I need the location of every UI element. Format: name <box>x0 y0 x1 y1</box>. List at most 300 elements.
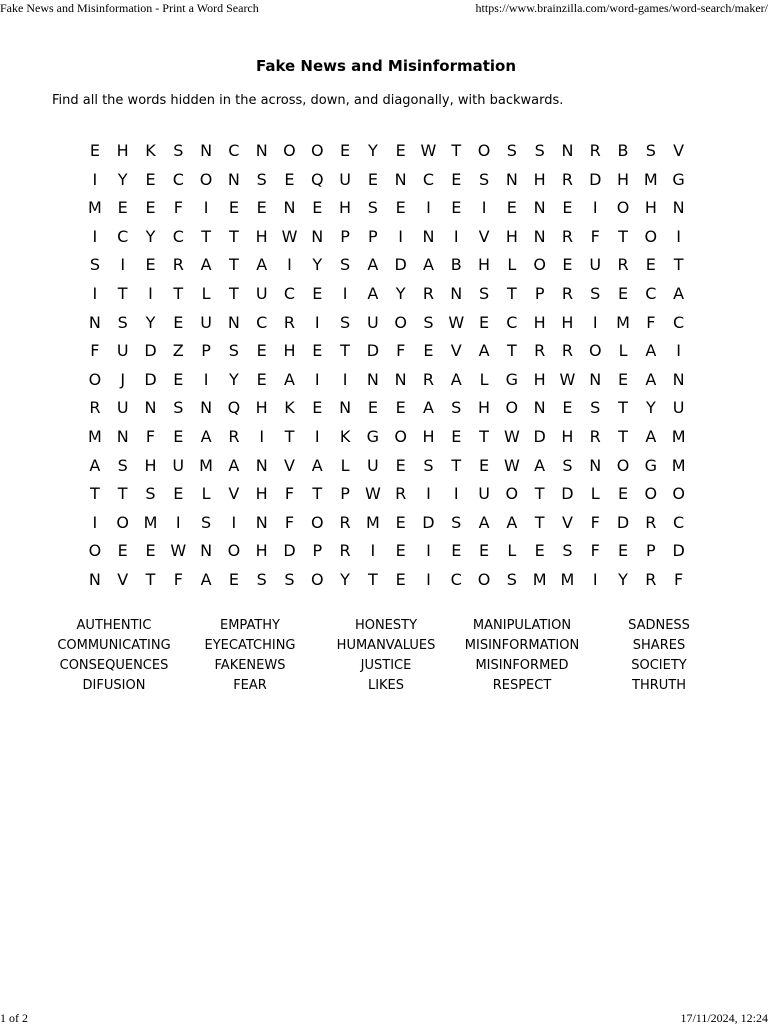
grid-letter: S <box>590 398 601 418</box>
grid-letter: C <box>673 312 685 332</box>
grid-letter: S <box>478 283 490 303</box>
grid-letter: E <box>451 169 462 189</box>
grid-letter: N <box>561 141 574 160</box>
grid-letter: T <box>618 398 628 418</box>
grid-letter: H <box>478 255 491 275</box>
grid-letter: F <box>590 541 600 561</box>
grid-letter: A <box>422 255 434 275</box>
grid-letter: R <box>645 569 657 589</box>
grid-letter: F <box>284 512 295 532</box>
grid-letter: H <box>561 312 574 332</box>
grid-letter: S <box>562 455 573 475</box>
grid-letter: G <box>644 455 658 475</box>
grid-letter: B <box>450 255 462 275</box>
grid-letter: E <box>89 141 100 160</box>
word-list-item: HONESTY <box>354 618 418 633</box>
grid-letter: O <box>394 426 407 446</box>
grid-letter: M <box>532 569 547 589</box>
grid-letter: P <box>340 226 350 246</box>
grid-letter: I <box>314 312 320 332</box>
grid-letter: P <box>368 226 378 246</box>
grid-letter: O <box>644 226 658 246</box>
grid-letter: V <box>561 512 573 532</box>
grid-letter: E <box>479 312 490 332</box>
grid-letter: E <box>256 198 267 218</box>
grid-letter: T <box>673 255 684 275</box>
grid-letter: O <box>88 369 102 389</box>
grid-row <box>81 423 693 452</box>
grid-letter: S <box>478 169 490 189</box>
grid-letter: R <box>589 141 601 160</box>
grid-letter: T <box>506 341 517 361</box>
word-list-item: SHARES <box>632 638 686 653</box>
grid-letter: H <box>255 226 268 246</box>
grid-letter: Y <box>395 283 406 303</box>
grid-letter: T <box>284 426 295 446</box>
grid-letter: O <box>505 484 519 504</box>
grid-letter: O <box>616 455 630 475</box>
grid-letter: F <box>590 512 600 532</box>
grid-letter: H <box>533 369 546 389</box>
grid-letter: T <box>228 255 239 275</box>
grid-letter: I <box>342 369 348 389</box>
grid-letter: R <box>339 512 351 532</box>
grid-letter: S <box>423 455 434 475</box>
grid-letter: S <box>117 312 128 332</box>
word-list-item: MISINFORMED <box>475 658 569 673</box>
grid-letter: R <box>617 255 629 275</box>
grid-letter: H <box>478 398 491 418</box>
grid-letter: A <box>478 341 490 361</box>
grid-letter: N <box>283 198 296 218</box>
grid-letter: R <box>395 484 407 504</box>
grid-letter: S <box>228 341 239 361</box>
grid-letter: I <box>453 484 459 504</box>
grid-letter: O <box>477 569 491 589</box>
grid-letter: E <box>117 198 128 218</box>
word-list-item: THRUTH <box>632 678 686 693</box>
grid-letter: U <box>589 255 602 275</box>
grid-letter: W <box>448 312 465 332</box>
grid-letter: Z <box>172 341 184 361</box>
grid-letter: T <box>451 141 462 160</box>
word-list-item: EMPATHY <box>220 618 280 633</box>
grid-letter: S <box>173 398 184 418</box>
grid-letter: R <box>283 312 296 332</box>
grid-letter: A <box>200 569 212 589</box>
grid-letter: J <box>120 369 126 389</box>
grid-letter: N <box>422 226 435 246</box>
grid-letter: F <box>674 569 684 589</box>
grid-letter: Y <box>145 226 156 246</box>
print-header-url: https://www.brainzilla.com/word-games/word-search/maker/ <box>475 1 768 15</box>
grid-letter: I <box>426 198 431 218</box>
grid-row <box>81 194 693 223</box>
grid-letter: T <box>117 484 128 504</box>
grid-letter: M <box>671 455 686 475</box>
grid-letter: E <box>145 255 156 275</box>
grid-letter: T <box>228 226 239 246</box>
grid-letter: L <box>618 341 628 361</box>
grid-letter: Y <box>145 312 156 332</box>
grid-letter: M <box>87 426 102 446</box>
grid-letter: V <box>284 455 295 475</box>
grid-letter: H <box>617 169 630 189</box>
grid-letter: O <box>310 141 324 160</box>
grid-letter: O <box>227 541 241 561</box>
grid-letter: E <box>228 198 239 218</box>
print-footer-datetime: 17/11/2024, 12:24 <box>680 1011 768 1025</box>
grid-letter: F <box>145 426 156 446</box>
grid-letter: R <box>339 541 351 561</box>
grid-letter: I <box>398 226 404 246</box>
grid-letter: C <box>228 141 240 160</box>
grid-letter: E <box>173 369 184 389</box>
grid-letter: V <box>228 484 240 504</box>
grid-letter: E <box>312 341 323 361</box>
grid-letter: A <box>478 512 490 532</box>
grid-letter: I <box>120 255 126 275</box>
grid-letter: N <box>450 283 463 303</box>
grid-letter: H <box>561 426 574 446</box>
grid-letter: N <box>589 455 602 475</box>
grid-letter: G <box>505 369 519 389</box>
grid-letter: H <box>144 455 157 475</box>
grid-letter: P <box>340 484 350 504</box>
grid-letter: I <box>92 283 98 303</box>
grid-letter: E <box>117 541 128 561</box>
grid-row <box>81 166 693 195</box>
print-footer-page-number: 1 of 2 <box>0 1011 28 1025</box>
grid-letter: A <box>422 398 434 418</box>
grid-letter: C <box>450 569 462 589</box>
grid-letter: I <box>676 226 681 246</box>
word-list-item: FAKENEWS <box>214 658 286 673</box>
grid-letter: P <box>201 341 211 361</box>
grid-letter: A <box>367 255 379 275</box>
grid-letter: F <box>173 198 183 218</box>
grid-letter: A <box>645 369 657 389</box>
word-list <box>46 616 728 696</box>
grid-letter: E <box>340 141 351 160</box>
grid-letter: N <box>144 398 157 418</box>
grid-letter: E <box>228 569 239 589</box>
grid-letter: E <box>284 169 295 189</box>
grid-letter: F <box>590 226 600 246</box>
grid-letter: N <box>394 369 407 389</box>
grid-letter: N <box>311 226 324 246</box>
grid-letter: U <box>116 398 129 418</box>
grid-letter: L <box>507 255 517 275</box>
grid-letter: N <box>505 169 518 189</box>
grid-letter: A <box>200 426 212 446</box>
grid-letter: P <box>312 541 323 561</box>
grid-letter: U <box>172 455 185 475</box>
grid-letter: E <box>617 283 629 303</box>
grid-letter: E <box>395 512 406 532</box>
grid-letter: T <box>479 426 489 446</box>
grid-letter: N <box>672 369 685 389</box>
grid-letter: U <box>367 312 379 332</box>
grid-letter: U <box>367 455 379 475</box>
grid-letter: S <box>89 255 100 275</box>
grid-letter: E <box>145 198 156 218</box>
grid-letter: N <box>255 455 268 475</box>
grid-letter: V <box>450 341 462 361</box>
grid-row <box>81 537 693 566</box>
grid-letter: O <box>505 398 519 418</box>
grid-letter: A <box>645 426 657 446</box>
grid-letter: A <box>450 369 462 389</box>
grid-letter: E <box>506 198 517 218</box>
grid-letter: N <box>672 198 685 218</box>
grid-letter: A <box>645 341 657 361</box>
grid-letter: K <box>145 141 156 160</box>
grid-letter: Y <box>228 369 239 389</box>
grid-letter: E <box>451 426 462 446</box>
grid-letter: S <box>506 141 517 160</box>
grid-letter: G <box>366 426 380 446</box>
grid-letter: H <box>255 484 268 504</box>
word-list-item: RESPECT <box>492 678 552 693</box>
grid-letter: I <box>175 512 181 532</box>
grid-letter: I <box>426 484 431 504</box>
grid-letter: S <box>451 512 462 532</box>
grid-letter: I <box>231 512 237 532</box>
grid-letter: E <box>312 198 323 218</box>
grid-letter: A <box>284 369 295 389</box>
grid-letter: C <box>673 512 685 532</box>
word-column <box>590 616 728 696</box>
grid-letter: Y <box>117 169 128 189</box>
grid-letter: E <box>395 398 406 418</box>
grid-letter: N <box>366 369 379 389</box>
grid-letter: O <box>310 512 324 532</box>
grid-row <box>81 480 693 509</box>
grid-letter: E <box>562 255 573 275</box>
grid-letter: N <box>255 512 268 532</box>
grid-letter: Q <box>310 169 324 189</box>
grid-letter: W <box>503 455 520 475</box>
grid-letter: D <box>616 512 630 532</box>
grid-letter: L <box>201 484 211 504</box>
grid-letter: W <box>420 141 437 160</box>
grid-letter: U <box>339 169 351 189</box>
grid-letter: S <box>256 569 267 589</box>
grid-letter: N <box>533 226 546 246</box>
word-list-item: LIKES <box>367 678 405 693</box>
grid-letter: D <box>589 169 602 189</box>
grid-letter: O <box>116 512 129 532</box>
grid-letter: W <box>170 541 187 561</box>
grid-letter: S <box>534 141 545 160</box>
grid-letter: E <box>173 312 184 332</box>
grid-letter: E <box>423 341 434 361</box>
grid-letter: T <box>145 569 156 589</box>
word-list-item: AUTHENTIC <box>76 618 152 633</box>
grid-letter: C <box>172 169 184 189</box>
grid-letter: M <box>87 198 102 218</box>
grid-letter: S <box>367 198 378 218</box>
grid-letter: C <box>256 312 268 332</box>
grid-letter: N <box>589 369 602 389</box>
grid-letter: A <box>228 455 240 475</box>
grid-letter: V <box>478 226 490 246</box>
grid-letter: E <box>367 169 378 189</box>
grid-letter: E <box>534 541 545 561</box>
grid-letter: E <box>256 369 267 389</box>
grid-letter: S <box>423 312 434 332</box>
word-list-item: SOCIETY <box>631 658 687 673</box>
grid-letter: N <box>116 426 129 446</box>
grid-letter: T <box>367 569 378 589</box>
grid-letter: U <box>255 283 268 303</box>
grid-letter: F <box>284 484 295 504</box>
grid-letter: E <box>312 283 323 303</box>
grid-letter: D <box>422 512 435 532</box>
grid-letter: I <box>314 426 320 446</box>
grid-letter: E <box>395 198 406 218</box>
grid-letter: E <box>395 569 406 589</box>
grid-letter: R <box>89 398 101 418</box>
grid-letter: W <box>559 369 576 389</box>
grid-letter: A <box>200 255 212 275</box>
grid-letter: Y <box>340 569 350 589</box>
grid-letter: E <box>479 541 490 561</box>
grid-letter: E <box>312 398 323 418</box>
grid-letter: N <box>533 198 546 218</box>
grid-letter: S <box>339 312 351 332</box>
grid-letter: I <box>676 341 681 361</box>
grid-letter: U <box>672 398 685 418</box>
grid-letter: S <box>506 569 517 589</box>
grid-letter: A <box>311 455 323 475</box>
word-column <box>46 616 182 696</box>
grid-letter: T <box>506 283 517 303</box>
grid-letter: I <box>287 255 292 275</box>
grid-letter: O <box>88 541 102 561</box>
grid-letter: I <box>592 312 598 332</box>
grid-letter: E <box>173 484 184 504</box>
grid-letter: F <box>646 312 656 332</box>
grid-letter: N <box>394 169 407 189</box>
grid-letter: N <box>255 141 268 160</box>
grid-letter: O <box>199 169 213 189</box>
word-column <box>454 616 590 696</box>
grid-letter: E <box>451 541 462 561</box>
grid-letter: T <box>451 455 462 475</box>
grid-letter: T <box>117 283 128 303</box>
word-list-item: COMMUNICATING <box>57 638 171 653</box>
grid-letter: R <box>228 426 240 446</box>
grid-letter: H <box>255 398 268 418</box>
grid-letter: C <box>172 226 184 246</box>
grid-letter: L <box>201 283 211 303</box>
grid-letter: R <box>561 283 573 303</box>
grid-letter: W <box>364 484 381 504</box>
word-list-item: MANIPULATION <box>472 618 572 633</box>
grid-letter: P <box>646 541 656 561</box>
grid-letter: E <box>562 398 573 418</box>
grid-letter: D <box>144 341 157 361</box>
grid-letter: R <box>561 226 573 246</box>
grid-letter: H <box>283 341 296 361</box>
grid-letter: H <box>533 169 546 189</box>
grid-letter: U <box>116 341 129 361</box>
grid-letter: M <box>560 569 575 589</box>
grid-letter: I <box>203 369 209 389</box>
grid-letter: N <box>227 312 240 332</box>
grid-row <box>81 566 693 595</box>
grid-letter: N <box>200 398 213 418</box>
grid-letter: T <box>201 226 211 246</box>
grid-letter: Y <box>367 141 378 160</box>
grid-letter: T <box>618 426 628 446</box>
grid-letter: F <box>396 341 406 361</box>
grid-letter: S <box>590 283 601 303</box>
grid-letter: O <box>616 198 630 218</box>
grid-letter: E <box>395 455 406 475</box>
grid-letter: A <box>506 512 518 532</box>
letter-grid <box>81 137 693 595</box>
grid-letter: N <box>200 541 213 561</box>
grid-letter: H <box>116 141 129 160</box>
word-list-item: MISINFORMATION <box>464 638 580 653</box>
grid-row <box>81 337 693 366</box>
grid-row <box>81 394 693 423</box>
grid-letter: I <box>342 283 348 303</box>
grid-letter: V <box>673 141 685 160</box>
grid-letter: O <box>533 255 546 275</box>
grid-letter: S <box>339 255 351 275</box>
grid-letter: A <box>256 255 268 275</box>
grid-letter: I <box>481 198 487 218</box>
grid-letter: N <box>227 169 240 189</box>
grid-letter: R <box>589 426 601 446</box>
grid-letter: M <box>143 512 158 532</box>
grid-letter: H <box>255 541 268 561</box>
grid-letter: U <box>478 484 490 504</box>
instructions: Find all the words hidden in the across, down, and diagonally, with backwards. <box>52 93 564 108</box>
grid-letter: F <box>90 341 100 361</box>
grid-letter: P <box>534 283 545 303</box>
grid-letter: R <box>172 255 184 275</box>
grid-row <box>81 223 693 252</box>
grid-letter: I <box>203 198 209 218</box>
grid-letter: S <box>117 455 128 475</box>
grid-letter: A <box>89 455 101 475</box>
word-list-item: SADNESS <box>628 618 690 633</box>
grid-letter: T <box>312 484 323 504</box>
grid-letter: L <box>507 541 517 561</box>
grid-letter: I <box>426 541 431 561</box>
grid-letter: T <box>173 283 184 303</box>
grid-letter: E <box>395 141 406 160</box>
grid-letter: S <box>562 541 573 561</box>
grid-letter: I <box>370 541 376 561</box>
grid-letter: E <box>367 398 378 418</box>
grid-letter: B <box>617 141 629 160</box>
grid-letter: U <box>200 312 212 332</box>
grid-row <box>81 280 693 309</box>
grid-row <box>81 366 693 395</box>
grid-letter: S <box>256 169 267 189</box>
word-list-item: HUMANVALUES <box>336 638 436 653</box>
grid-letter: I <box>592 569 598 589</box>
grid-letter: O <box>588 341 602 361</box>
grid-letter: E <box>256 341 267 361</box>
grid-letter: E <box>479 455 490 475</box>
